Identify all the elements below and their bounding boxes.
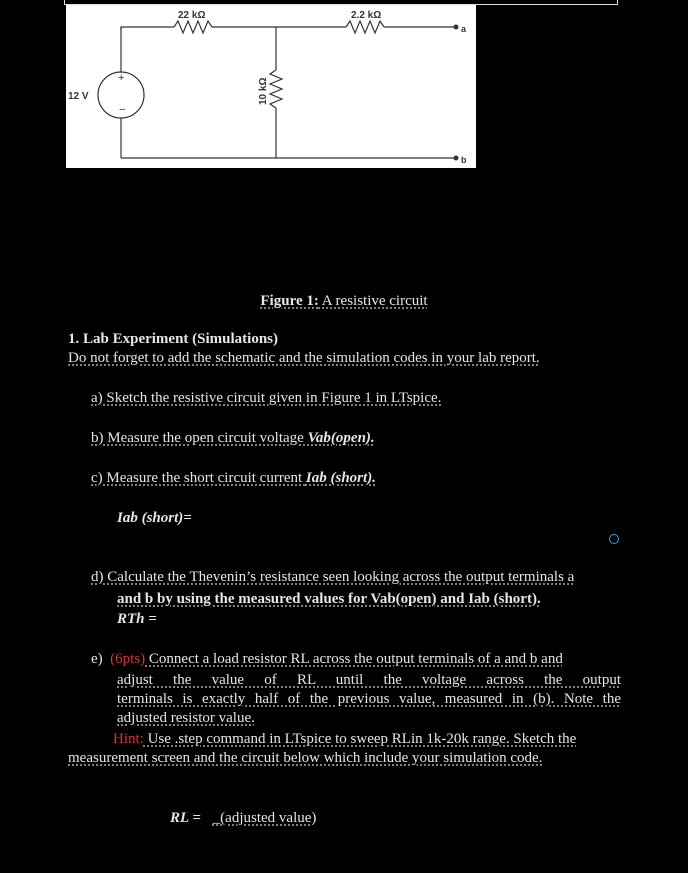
item-e-line2: adjust the value of RL until the voltage across the output xyxy=(117,672,621,688)
rl-label: RL = xyxy=(170,810,201,826)
section-heading: 1. Lab Experiment (Simulations) xyxy=(68,331,279,347)
rl-answer-line xyxy=(170,810,316,827)
item-b-text: b) Measure the open circuit voltage xyxy=(91,430,308,446)
iab-answer-line xyxy=(117,510,192,527)
resistor-22k-label: 22 kΩ xyxy=(178,10,206,21)
svg-text:+: + xyxy=(118,72,125,84)
figure-caption xyxy=(0,293,688,310)
item-e-line1: e) (6pts) Connect a load resistor RL across the output terminals of a and b and xyxy=(91,651,563,667)
hint-label: Hint: xyxy=(113,731,144,747)
circuit-figure xyxy=(66,5,476,168)
caption-text: A resistive circuit xyxy=(318,293,428,309)
item-c-symbol: Iab (short). xyxy=(305,470,376,486)
item-d-line1: d) Calculate the Thevenin’s resistance seen looking across the output terminals a xyxy=(91,569,575,585)
cursor-marker xyxy=(609,534,619,544)
item-e-text1: Connect a load resistor RL across the output terminals of a and b and xyxy=(145,651,563,667)
rth-label: RTh = xyxy=(117,611,157,627)
hint-line1 xyxy=(113,731,576,748)
item-c-text: c) Measure the short circuit current xyxy=(91,470,306,486)
item-c xyxy=(91,470,376,487)
item-d-line2: and b by using the measured values for Vab(open) and Iab (short). xyxy=(117,591,541,607)
iab-label: Iab (short)= xyxy=(117,510,192,526)
item-e-line3: terminals is exactly half of the previous value, measured in (b). Note the xyxy=(117,691,621,707)
item-a: a) Sketch the resistive circuit given in Figure 1 in LTspice. xyxy=(91,390,442,406)
item-b-symbol: Vab(open). xyxy=(307,430,375,446)
resistor-2k2-label: 2.2 kΩ xyxy=(351,10,382,21)
hint-line2: measurement screen and the circuit below which include your simulation code. xyxy=(68,750,543,766)
points-label: (6pts) xyxy=(110,651,146,667)
terminal-b-label: b xyxy=(461,155,467,165)
rl-value: _(adjusted value) xyxy=(212,810,317,826)
circuit-schematic xyxy=(66,5,476,168)
item-b xyxy=(91,430,375,447)
section-intro: Do not forget to add the schematic and the simulation codes in your lab report. xyxy=(68,350,540,366)
terminal-a-label: a xyxy=(461,24,467,34)
item-e-line4: adjusted resistor value. xyxy=(117,710,255,726)
source-label: 12 V xyxy=(68,91,89,102)
svg-text:−: − xyxy=(119,104,126,116)
hint-text1: Use .step command in LTspice to sweep RLin 1k-20k range. Sketch the xyxy=(143,731,577,747)
rth-line xyxy=(117,611,157,628)
resistor-10k-label: 10 kΩ xyxy=(258,77,269,105)
caption-prefix: Figure 1: xyxy=(260,293,319,309)
